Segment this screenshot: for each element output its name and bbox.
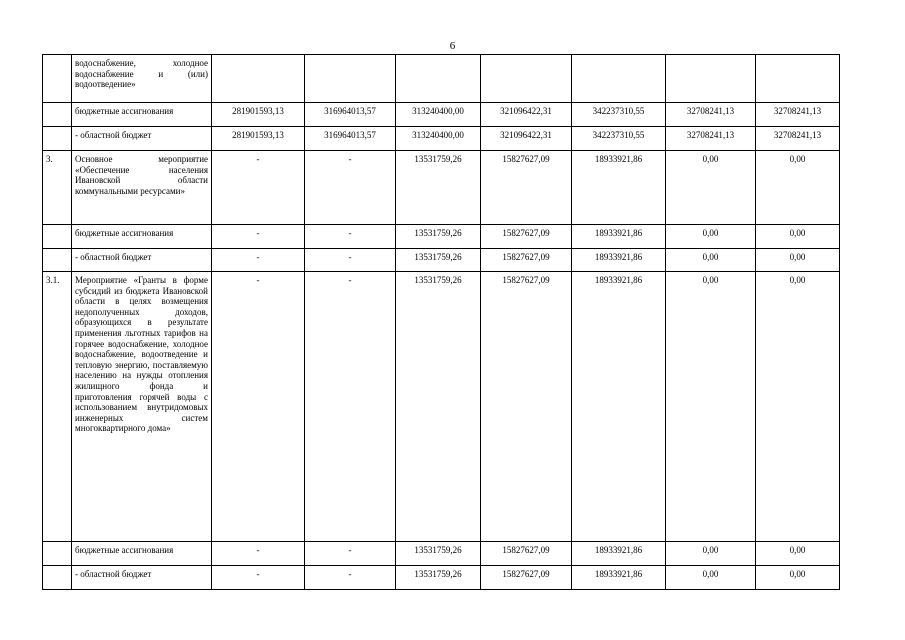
value-cell: 18933921,86 — [572, 542, 666, 566]
value-cell: 13531759,26 — [396, 566, 481, 590]
value-cell: 342237310,55 — [572, 127, 666, 151]
table-row — [43, 566, 840, 590]
value-cell: 0,00 — [756, 225, 840, 249]
value-cell: - — [305, 566, 396, 590]
value-cell: - — [212, 249, 305, 272]
value-cell: 342237310,55 — [572, 103, 666, 127]
value-cell: 13531759,26 — [396, 272, 481, 542]
value-cell: 32708241,13 — [756, 127, 840, 151]
table-row — [43, 225, 840, 249]
value-cell: 0,00 — [666, 542, 756, 566]
row-description: бюджетные ассигнования — [72, 225, 212, 249]
row-number — [43, 566, 72, 590]
row-number — [43, 542, 72, 566]
table-row — [43, 55, 840, 103]
row-description: - областной бюджет — [72, 249, 212, 272]
value-cell: 15827627,09 — [481, 272, 572, 542]
row-description: Основное мероприятие «Обеспечение населения Ивановской области коммунальными ресурсами» — [72, 151, 212, 225]
value-cell: 32708241,13 — [666, 103, 756, 127]
value-cell: 0,00 — [666, 225, 756, 249]
row-description: бюджетные ассигнования — [72, 542, 212, 566]
value-cell: 18933921,86 — [572, 151, 666, 225]
row-number: 3.1. — [43, 272, 72, 542]
value-cell — [212, 55, 305, 103]
value-cell: - — [212, 542, 305, 566]
value-cell: 18933921,86 — [572, 225, 666, 249]
budget-table — [42, 54, 840, 590]
value-cell: 313240400,00 — [396, 103, 481, 127]
value-cell: 18933921,86 — [572, 272, 666, 542]
value-cell: 18933921,86 — [572, 566, 666, 590]
value-cell: 13531759,26 — [396, 249, 481, 272]
value-cell: - — [305, 542, 396, 566]
value-cell — [572, 55, 666, 103]
value-cell: 13531759,26 — [396, 542, 481, 566]
row-description: бюджетные ассигнования — [72, 103, 212, 127]
value-cell: 313240400,00 — [396, 127, 481, 151]
value-cell: 0,00 — [666, 566, 756, 590]
row-number — [43, 103, 72, 127]
value-cell: 13531759,26 — [396, 151, 481, 225]
value-cell: - — [212, 225, 305, 249]
value-cell: 15827627,09 — [481, 249, 572, 272]
row-number — [43, 249, 72, 272]
value-cell: 32708241,13 — [756, 103, 840, 127]
value-cell: 321096422,31 — [481, 103, 572, 127]
row-description: Мероприятие «Гранты в форме субсидий из бюджета Ивановской области в целях возмещения недополученных доходов, образующихся в результате применения льготных тарифов на горячее водоснабжение, холодное водоснабжение, водоотведение и тепловую энергию, поставляемую населению на нужды отопления жилищного фонда и приготовления горячей воды с использованием внутридомовых инженерных систем многоквартирного дома» — [72, 272, 212, 542]
value-cell: - — [305, 272, 396, 542]
value-cell — [396, 55, 481, 103]
value-cell: 18933921,86 — [572, 249, 666, 272]
value-cell: 0,00 — [756, 249, 840, 272]
value-cell: 0,00 — [756, 151, 840, 225]
table-row — [43, 151, 840, 225]
value-cell: 321096422,31 — [481, 127, 572, 151]
table-row — [43, 103, 840, 127]
value-cell: 0,00 — [756, 566, 840, 590]
value-cell: 0,00 — [666, 272, 756, 542]
value-cell: 0,00 — [666, 151, 756, 225]
value-cell: - — [212, 272, 305, 542]
value-cell: 15827627,09 — [481, 225, 572, 249]
value-cell: 281901593,13 — [212, 103, 305, 127]
value-cell: 316964013,57 — [305, 127, 396, 151]
value-cell — [481, 55, 572, 103]
value-cell: 0,00 — [756, 272, 840, 542]
table-row — [43, 542, 840, 566]
value-cell: 32708241,13 — [666, 127, 756, 151]
value-cell: 15827627,09 — [481, 566, 572, 590]
row-number: 3. — [43, 151, 72, 225]
value-cell — [666, 55, 756, 103]
row-description: - областной бюджет — [72, 566, 212, 590]
value-cell — [305, 55, 396, 103]
value-cell: - — [305, 249, 396, 272]
value-cell — [756, 55, 840, 103]
page-number: 6 — [449, 40, 456, 52]
value-cell: 13531759,26 — [396, 225, 481, 249]
value-cell: 281901593,13 — [212, 127, 305, 151]
table-row — [43, 127, 840, 151]
value-cell: - — [212, 566, 305, 590]
row-number — [43, 127, 72, 151]
row-description: водоснабжение, холодное водоснабжение и (или) водоотведение» — [72, 55, 212, 103]
value-cell: - — [305, 151, 396, 225]
value-cell: 15827627,09 — [481, 542, 572, 566]
value-cell: 15827627,09 — [481, 151, 572, 225]
value-cell: - — [305, 225, 396, 249]
row-number — [43, 55, 72, 103]
value-cell: 0,00 — [666, 249, 756, 272]
table-row — [43, 249, 840, 272]
row-number — [43, 225, 72, 249]
value-cell: - — [212, 151, 305, 225]
value-cell: 316964013,57 — [305, 103, 396, 127]
row-description: - областной бюджет — [72, 127, 212, 151]
table-row — [43, 272, 840, 542]
value-cell: 0,00 — [756, 542, 840, 566]
